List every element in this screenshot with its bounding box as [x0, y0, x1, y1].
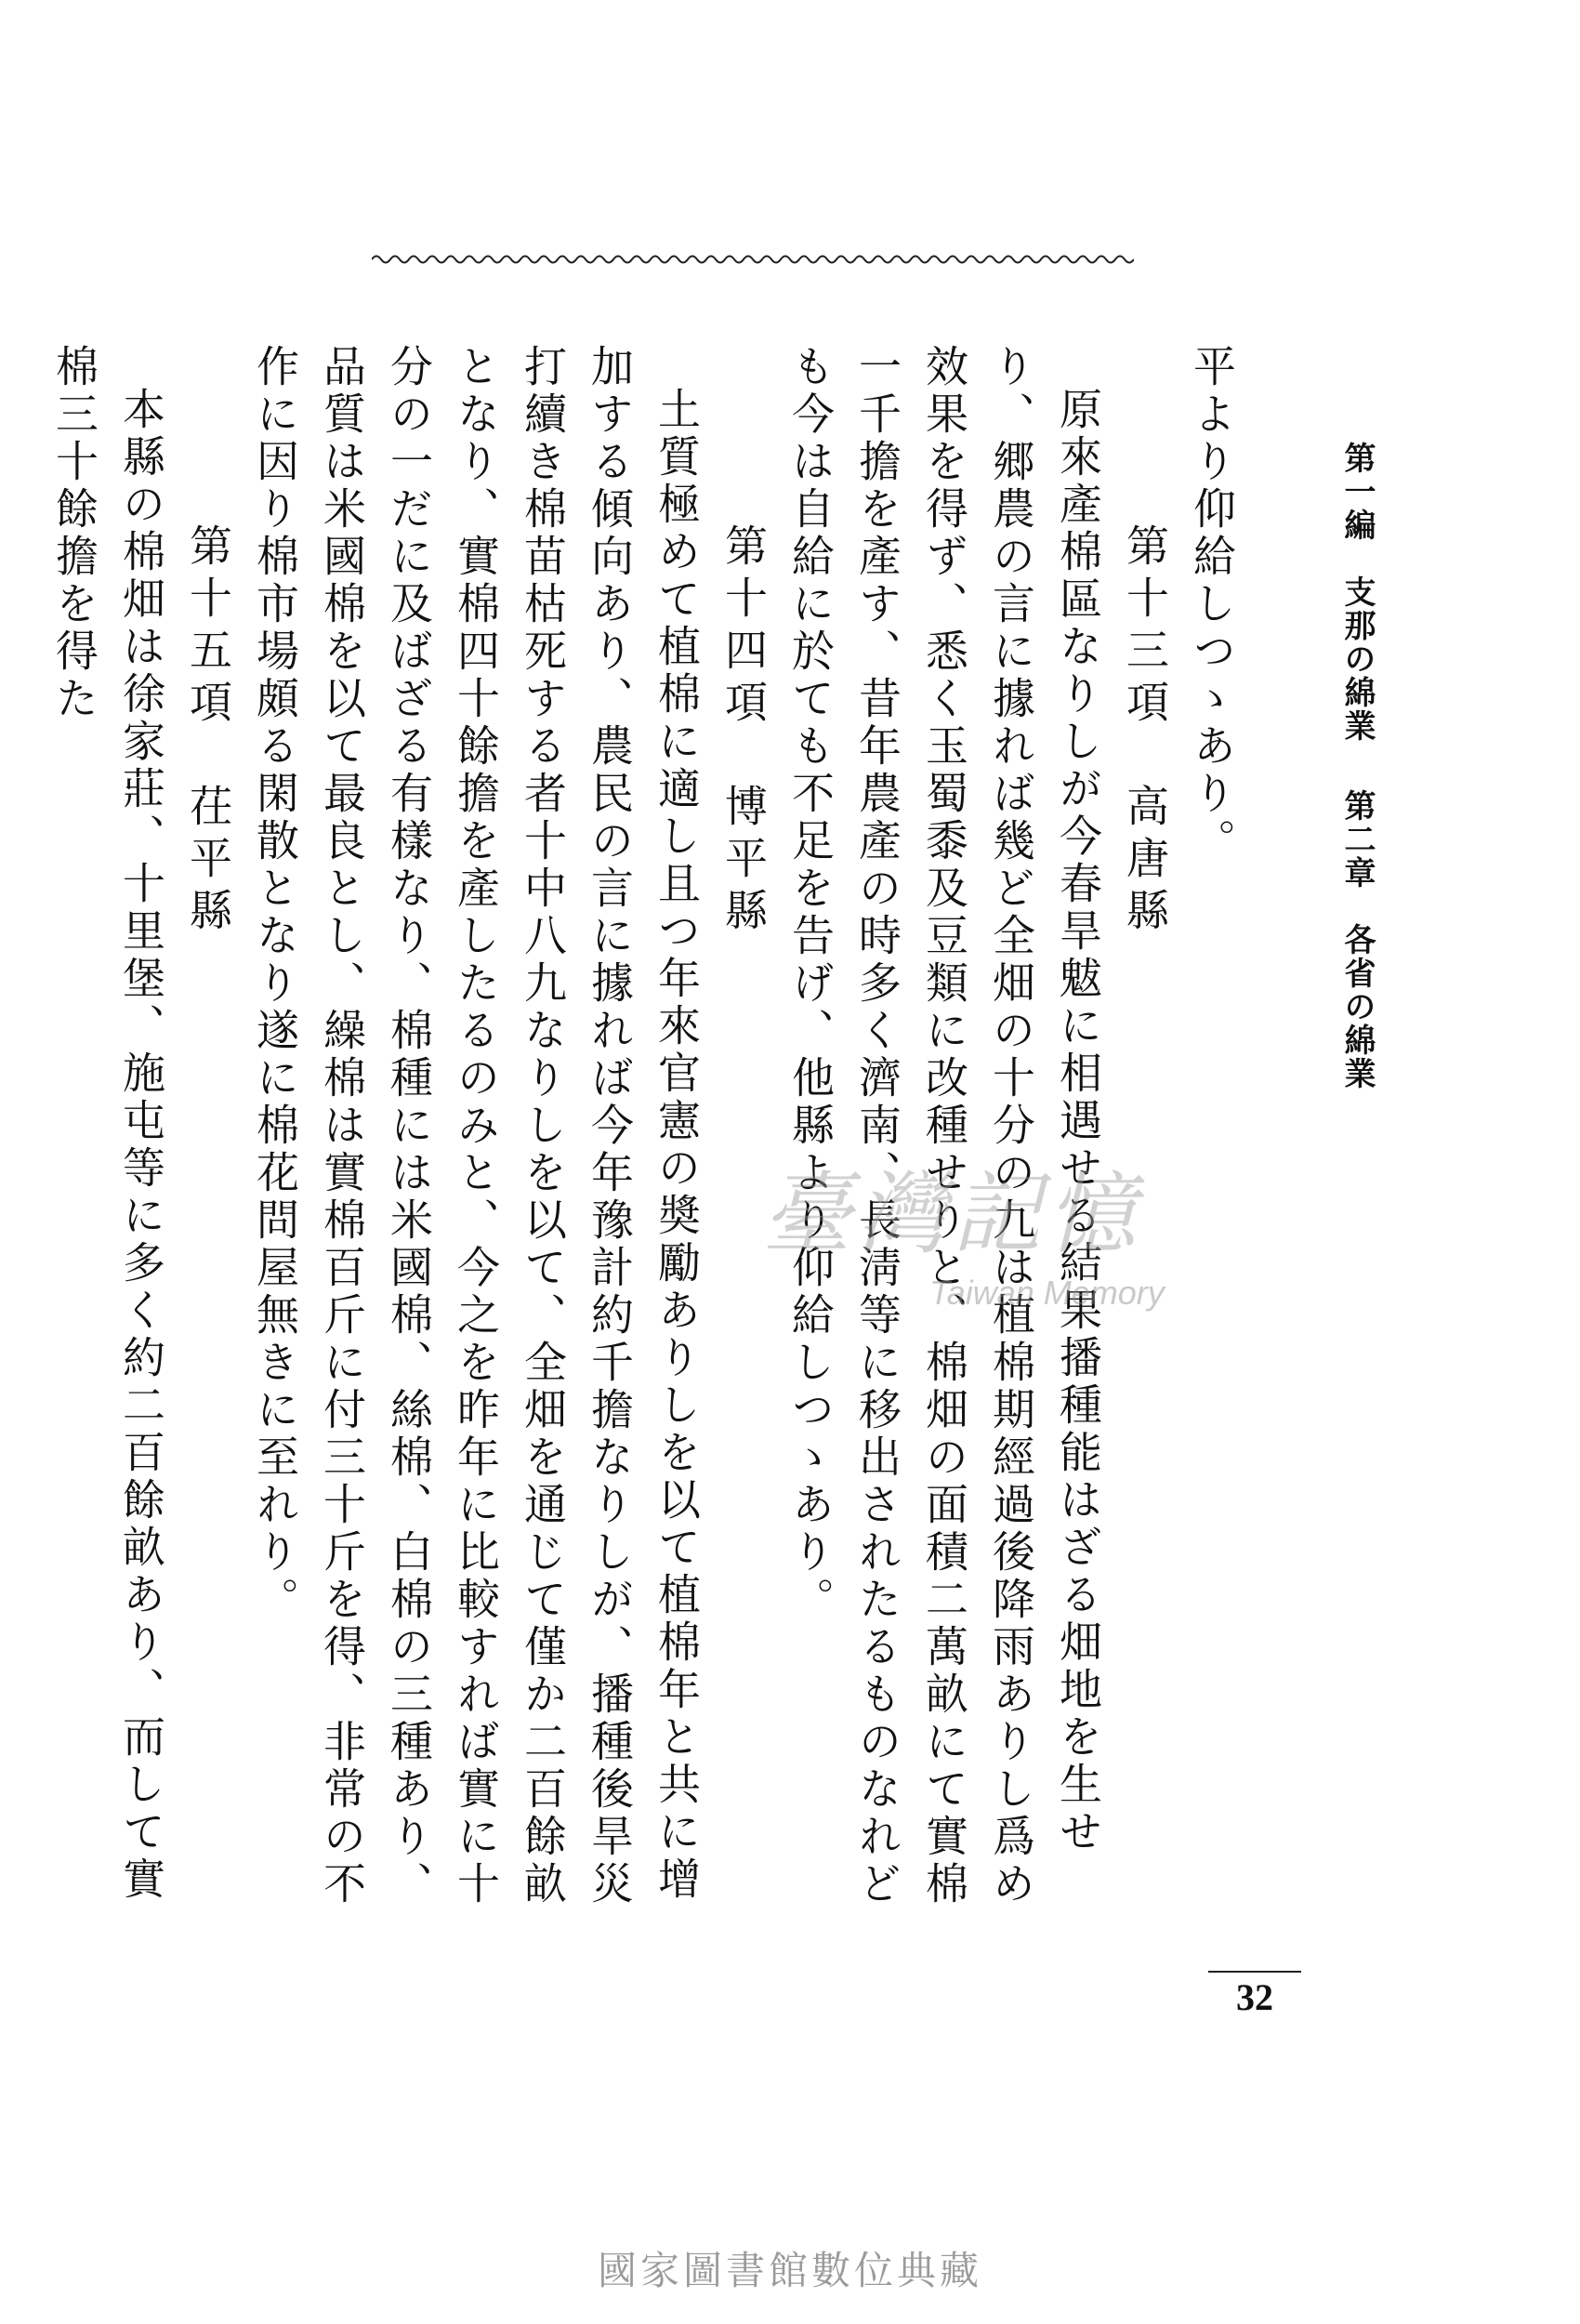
- section-title-14: 第十四項 博平縣: [718, 523, 769, 941]
- footer-credit: 國家圖書館數位典藏: [597, 2248, 982, 2293]
- section-15-paragraph: 本縣の棉畑は徐家莊、十里堡、施屯等に多く約二百餘畝あり、而して實棉三十餘擔を得た: [49, 344, 166, 1904]
- header-part: 第一編 支那の綿業: [1338, 442, 1376, 743]
- body-text: [49, 344, 1245, 1924]
- watermark-chars: 臺灣記憶: [762, 1162, 1141, 1266]
- watermark-latin: Taiwan Memory: [929, 1274, 1165, 1312]
- watermark: [762, 1143, 1283, 1329]
- header-chapter: 第二章 各省の綿業: [1338, 789, 1376, 1090]
- continued-paragraph: 平より仰給しつゝあり。: [1187, 344, 1237, 865]
- section-13-paragraph: 原來產棉區なりしが今春旱魃に相遇せる結果播種能はざる畑地を生せり、郷農の言に據れば幾ど全畑の十分の九は植棉期經過後降雨ありし爲め效果を得ず、悉く玉蜀黍及豆類に改種せりと、棉畑の面積二萬畝にて實棉一千擔を產す、昔年農產の時多く濟南、長淸等に移出されたるものなれども今は自給に於ても不足を告げ、他縣より仰給しつゝあり。: [785, 344, 1103, 1908]
- top-decorative-rule: [372, 253, 1134, 266]
- section-title-15: 第十五項 茌平縣: [183, 523, 233, 941]
- page-number: 32: [1236, 1976, 1273, 2018]
- running-header: [1338, 442, 1376, 1111]
- section-title-13: 第十三項 高唐縣: [1120, 523, 1170, 941]
- section-14-paragraph: 土質極めて植棉に適し且つ年來官憲の奬勵ありしを以て植棉年と共に增加する傾向あり、農民の言に據れば今年豫計約千擔なりしが、播種後旱災打續き棉苗枯死する者十中八九なりしを以て、全畑を通じて僅か二百餘畝となり、實棉四十餘擔を產したるのみと、今之を昨年に比較すれば實に十分の一だに及ばざる有樣なり、棉種には米國棉、絲棉、白棉の三種あり、品質は米國棉を以て最良とし、繰棉は實棉百斤に付三十斤を得、非常の不作に因り棉市場頗る閑散となり遂に棉花問屋無きに至れり。: [250, 344, 702, 1908]
